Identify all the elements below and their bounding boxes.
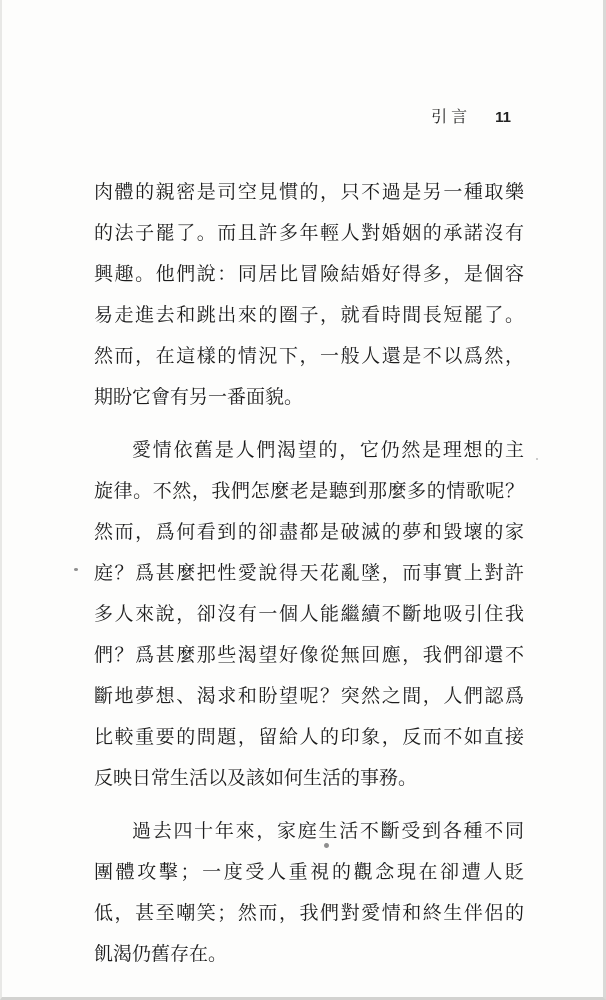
text-line: 比較重要的問題，留給人的印象，反而不如直接 [94, 726, 524, 748]
text-line: 庭？爲甚麼把性愛說得天花亂墜，而事實上對許 [94, 562, 524, 584]
running-header [431, 104, 511, 127]
scan-speck [74, 568, 78, 571]
text-line: 飢渴仍舊存在。 [94, 943, 228, 965]
page-number: 11 [495, 109, 511, 126]
text-line: 旋律。不然，我們怎麼老是聽到那麼多的情歌呢？ [94, 480, 524, 502]
scan-speck [536, 458, 538, 460]
paragraph-gap [94, 799, 524, 811]
text-line: 然而，在這樣的情況下，一般人還是不以爲然， [94, 345, 524, 367]
chapter-title: 引言 [431, 107, 472, 126]
text-line: 興趣。他們說：同居比冒險結婚好得多，是個容 [94, 263, 524, 285]
text-line: 易走進去和跳出來的圈子，就看時間長短罷了。 [94, 304, 524, 326]
text-line: 反映日常生活以及該如何生活的事務。 [94, 767, 418, 789]
text-line: 期盼它會有另一番面貌。 [94, 386, 304, 408]
paragraph-gap [94, 418, 524, 430]
body-text [94, 172, 524, 975]
text-line-indented: 愛情依舊是人們渴望的，它仍然是理想的主 [132, 439, 524, 461]
text-line: 斷地夢想、渴求和盼望呢？突然之間，人們認爲 [94, 685, 524, 707]
text-line: 的法子罷了。而且許多年輕人對婚姻的承諾沒有 [94, 222, 524, 244]
scan-speck [324, 843, 329, 848]
text-line: 低，甚至嘲笑；然而，我們對愛情和終生伴侶的 [94, 902, 524, 924]
text-line-indented: 過去四十年來，家庭生活不斷受到各種不同 [132, 820, 524, 842]
text-line: 肉體的親密是司空見慣的，只不過是另一種取樂 [94, 181, 524, 203]
text-line: 多人來說，卻沒有一個人能繼續不斷地吸引住我 [94, 603, 524, 625]
text-line: 然而，爲何看到的卻盡都是破滅的夢和毀壞的家 [94, 521, 524, 543]
text-line: 團體攻擊；一度受人重視的觀念現在卻遭人貶 [94, 861, 524, 883]
text-line: 們？爲甚麼那些渴望好像從無回應，我們卻還不 [94, 644, 524, 666]
